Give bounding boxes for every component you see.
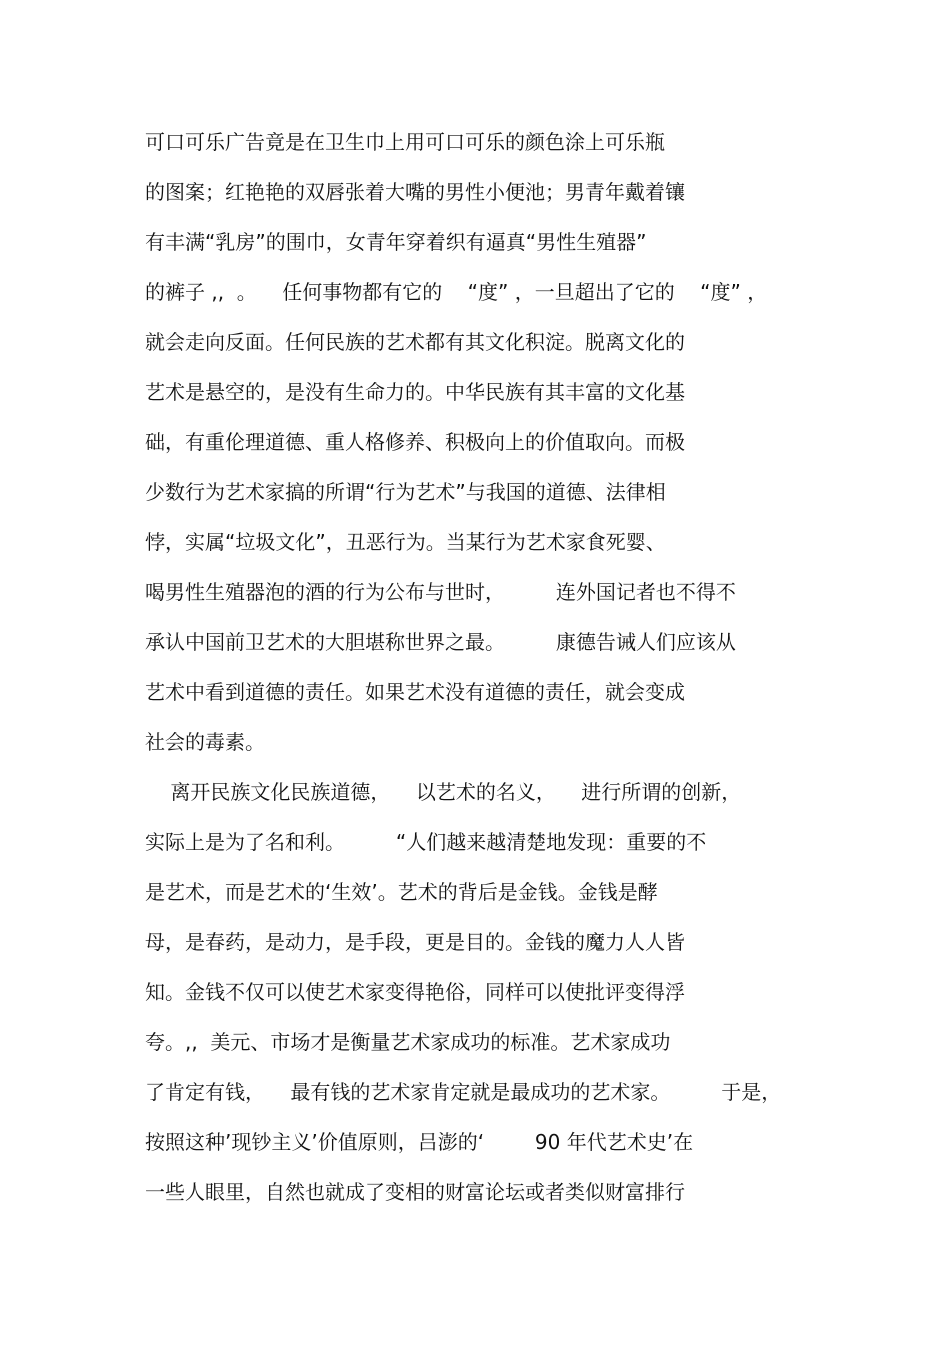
text-line: 一些人眼里，自然也就成了变相的财富论坛或者类似财富排行 xyxy=(145,1180,685,1204)
text-line: 离开民族文化民族道德， 以艺术的名义， 进行所谓的创新， xyxy=(145,780,742,804)
text-line: 社会的毒素。 xyxy=(145,730,265,754)
text-line: 就会走向反面。任何民族的艺术都有其文化积淀。脱离文化的 xyxy=(145,330,685,354)
text-line: 艺术中看到道德的责任。如果艺术没有道德的责任，就会变成 xyxy=(145,680,685,704)
text-line: 悖，实属“垃圾文化”，丑恶行为。当某行为艺术家食死婴、 xyxy=(145,530,666,554)
text-line: 有丰满“乳房”的围巾，女青年穿着织有逼真“男性生殖器” xyxy=(145,230,647,254)
text-line: 母，是春药，是动力，是手段，更是目的。金钱的魔力人人皆 xyxy=(145,930,685,954)
text-line: 夸。,, 美元、市场才是衡量艺术家成功的标准。艺术家成功 xyxy=(145,1030,671,1054)
text-line: 喝男性生殖器泡的酒的行为公布与世时， 连外国记者也不得不 xyxy=(145,580,736,604)
text-line: 是艺术，而是艺术的‘生效’。艺术的背后是金钱。金钱是酵 xyxy=(145,880,658,904)
text-line: 实际上是为了名和利。 “人们越来越清楚地发现：重要的不 xyxy=(145,830,707,854)
text-line: 按照这种’现钞主义’价值原则，吕澎的‘ 90 年代艺术史’在 xyxy=(145,1130,694,1154)
text-line: 了肯定有钱， 最有钱的艺术家肯定就是最成功的艺术家。 于是， xyxy=(145,1080,782,1104)
text-line: 可口可乐广告竟是在卫生巾上用可口可乐的颜色涂上可乐瓶 xyxy=(145,130,665,154)
text-line: 艺术是悬空的，是没有生命力的。中华民族有其丰富的文化基 xyxy=(145,380,685,404)
text-line: 承认中国前卫艺术的大胆堪称世界之最。 康德告诫人们应该从 xyxy=(145,630,736,654)
text-line: 少数行为艺术家搞的所谓“行为艺术”与我国的道德、法律相 xyxy=(145,480,666,504)
text-line: 础，有重伦理道德、重人格修养、积极向上的价值取向。而极 xyxy=(145,430,685,454)
text-line: 的裤子 ,, 。 任何事物都有它的 “度” ，一旦超出了它的 “度” ， xyxy=(145,280,768,304)
text-line: 知。金钱不仅可以使艺术家变得艳俗，同样可以使批评变得浮 xyxy=(145,980,685,1004)
text-line: 的图案；红艳艳的双唇张着大嘴的男性小便池；男青年戴着镶 xyxy=(145,180,685,204)
